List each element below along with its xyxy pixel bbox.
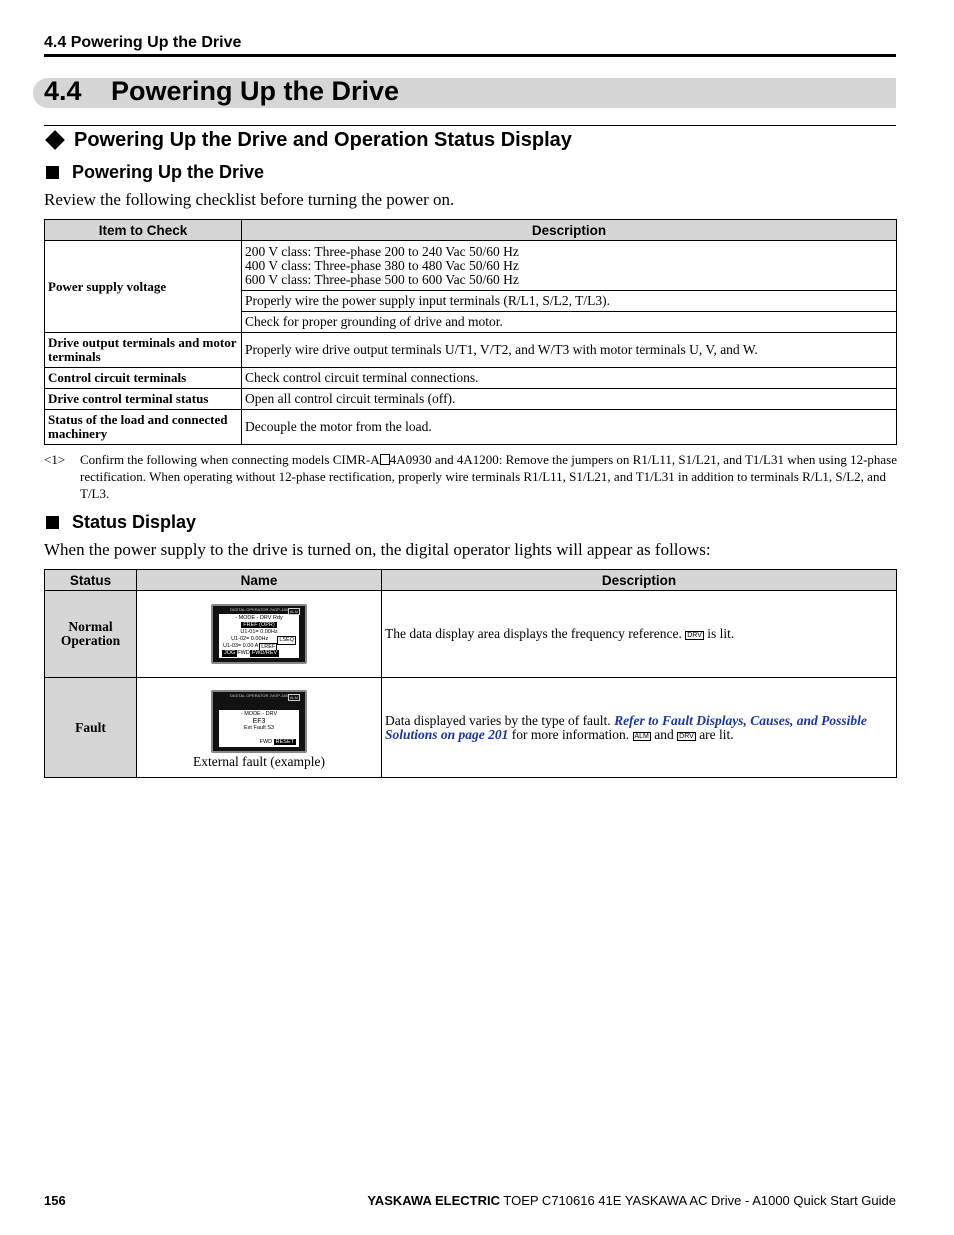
- footnote-text: [80, 451, 897, 502]
- table-row-normal: [45, 591, 897, 678]
- column-header-description: Description: [382, 570, 897, 591]
- table-cell-description: Properly wire drive output terminals U/T1, V/T2, and W/T3 with motor terminals U, V, and W.: [242, 333, 897, 368]
- softkey-left: JOG: [224, 650, 236, 656]
- softkey-mid: FWD: [237, 650, 250, 656]
- running-head: 4.4 Powering Up the Drive: [44, 34, 242, 51]
- voltage-line: 400 V class: Three-phase 380 to 480 Vac 50/60 Hz: [245, 257, 519, 273]
- footnote: [44, 451, 897, 502]
- table-cell-item: Power supply voltage: [45, 241, 242, 333]
- table-cell-description: Open all control circuit terminals (off).: [242, 389, 897, 410]
- subsection-title-text: Powering Up the Drive: [72, 162, 265, 182]
- softkey-right: FWD/REV: [251, 650, 278, 656]
- drv-indicator-tag: DRV: [679, 732, 694, 740]
- screen-monitor-line: U1-02= 0.00Hz: [231, 636, 269, 642]
- table-row: [45, 368, 897, 389]
- subsection-title-status-display: [44, 512, 196, 533]
- softkey-mid: FWD: [259, 738, 273, 745]
- screen-mode-line: - MODE - DRV: [240, 710, 278, 717]
- screen-mode-line: - MODE - DRV Rdy: [235, 615, 283, 621]
- section-title-text: Powering Up the Drive and Operation Status Display: [74, 129, 572, 151]
- voltage-line: 600 V class: Three-phase 500 to 600 Vac 50/60 Hz: [245, 271, 519, 287]
- section-title: [44, 129, 572, 152]
- softkey-reset: RESET: [275, 738, 294, 745]
- footer-doc-title: TOEP C710616 41E YASKAWA AC Drive - A1000 Quick Start Guide: [503, 1193, 896, 1208]
- operator-model-label: DIGITAL OPERATOR JVOP-180: [230, 692, 288, 698]
- square-bullet-icon: [46, 166, 59, 179]
- digital-operator-fault-image: [211, 690, 307, 753]
- header-rule: [44, 54, 896, 57]
- description-text: are lit.: [699, 726, 734, 742]
- screen-monitor-line: U1-03= 0.00 A: [222, 643, 259, 649]
- table-cell-description: Decouple the motor from the load.: [242, 410, 897, 445]
- table-cell-item: Control circuit terminals: [45, 368, 242, 389]
- page-number: 156: [44, 1193, 66, 1208]
- footnote-mark: <1>: [44, 452, 66, 467]
- chapter-number: 4.4: [44, 76, 82, 106]
- description-text: The data display area displays the frequency reference.: [385, 626, 682, 641]
- status-cell: Normal Operation: [45, 591, 137, 678]
- chapter-title: [44, 76, 399, 107]
- name-cell: [137, 591, 382, 678]
- table-row: [45, 389, 897, 410]
- table-row-fault: [45, 678, 897, 778]
- screen-tag: LSEQ: [279, 637, 294, 643]
- name-cell: [137, 678, 382, 778]
- subsection-title-powering-up: [44, 162, 264, 183]
- fault-displays-link[interactable]: Refer to Fault Displays, Causes, and Possible Solutions on page 201: [385, 712, 867, 742]
- description-text: is lit.: [707, 626, 735, 641]
- table-row: [45, 241, 897, 291]
- fault-message: Ext Fault S3: [244, 724, 274, 731]
- description-cell: [382, 591, 897, 678]
- table-cell-item: Status of the load and connected machinery: [45, 410, 242, 445]
- operator-header: [213, 692, 305, 700]
- footer-doc-info: [367, 1193, 896, 1208]
- alm-indicator: ALM: [289, 609, 298, 614]
- column-header-name: Name: [137, 570, 382, 591]
- status-intro: When the power supply to the drive is turned on, the digital operator lights will appear as follows:: [44, 540, 711, 559]
- subsection-title-text: Status Display: [72, 512, 197, 532]
- drv-indicator-tag: DRV: [687, 632, 702, 639]
- table-cell-item: Drive output terminals and motor terminals: [45, 333, 242, 368]
- table-cell-item: Drive control terminal status: [45, 389, 242, 410]
- voltage-line: 200 V class: Three-phase 200 to 240 Vac 50/60 Hz: [245, 243, 519, 259]
- table-header-row: [45, 570, 897, 591]
- section-rule: [44, 125, 896, 126]
- table-cell-description: Check for proper grounding of drive and motor.: [242, 312, 897, 333]
- description-text: Data displayed varies by the type of fault.: [385, 712, 611, 728]
- table-cell-description: Check control circuit terminal connections.: [242, 368, 897, 389]
- fault-code: EF3: [252, 717, 266, 725]
- status-cell: Fault: [45, 678, 137, 778]
- screen-monitor-line: U1-01= 0.00Hz: [240, 629, 278, 635]
- table-header-row: [45, 220, 897, 241]
- placeholder-box-icon: [380, 454, 390, 465]
- digital-operator-normal-image: [211, 604, 307, 664]
- operator-header: [213, 606, 305, 614]
- screen-title-line: FREF (OPR): [243, 622, 275, 628]
- table-cell-description: Properly wire the power supply input terminals (R/L1, S/L2, T/L3).: [242, 291, 897, 312]
- column-header-item: Item to Check: [45, 220, 242, 241]
- image-caption: External fault (example): [193, 753, 325, 769]
- square-bullet-icon: [46, 516, 59, 529]
- operator-screen: [219, 700, 299, 747]
- operator-model-label: DIGITAL OPERATOR JVOP-180: [230, 607, 288, 612]
- table-row: [45, 333, 897, 368]
- description-text: and: [654, 726, 674, 742]
- status-table: [44, 569, 897, 778]
- checklist-intro: Review the following checklist before turning the power on.: [44, 190, 455, 209]
- column-header-description: Description: [242, 220, 897, 241]
- operator-screen: [219, 614, 299, 658]
- column-header-status: Status: [45, 570, 137, 591]
- footnote-text-part: 4A0930 and 4A1200: Remove the jumpers on R1/L11, S1/L21, and T1/L31 when using 12-phase rectification. When operating without 12-phase rectification, properly wire terminals R1/L11, S1/L21, and T1/L31 in addition to terminals R/L1, S/L2, and T/L3.: [80, 452, 897, 501]
- chapter-title-text: Powering Up the Drive: [111, 76, 400, 106]
- table-row: [45, 410, 897, 445]
- footnote-text-part: Confirm the following when connecting models CIMR-A: [80, 452, 380, 467]
- alm-indicator-tag: ALM: [634, 732, 649, 740]
- diamond-bullet-icon: [45, 130, 65, 150]
- alm-indicator: ALM: [289, 694, 298, 700]
- screen-tag: LREF: [261, 644, 276, 650]
- checklist-table: [44, 219, 897, 445]
- description-text: for more information.: [511, 726, 630, 742]
- table-cell-description: [242, 241, 897, 291]
- description-cell: [382, 678, 897, 778]
- footer-brand: YASKAWA ELECTRIC: [367, 1193, 500, 1208]
